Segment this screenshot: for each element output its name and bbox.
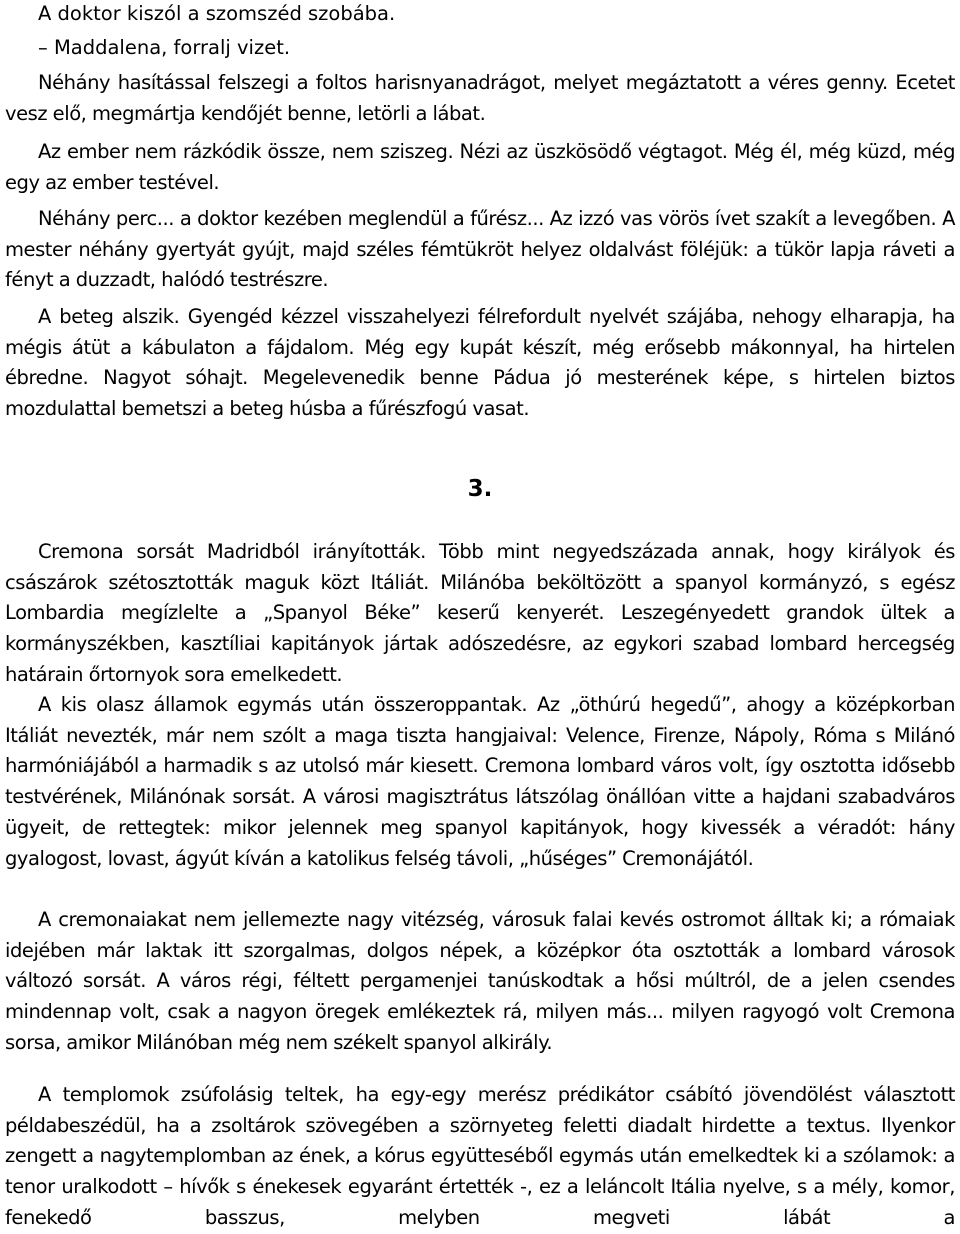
paragraph: Néhány perc... a doktor kezében meglendül a fűrész... Az izzó vas vörös ívet szakít a levegőben. A mester néhány gyertyát gyújt, majd széles fémtükröt helyez oldalvást föléjük: a tükör lapja ráveti a fényt a duzzadt, halódó testrészre. bbox=[5, 207, 955, 292]
paragraph: A templomok zsúfolásig teltek, ha egy-egy merész prédikátor csábító jövendölést választott példabeszédül, ha a zsoltárok szövegében a szörnyeteg feletti diadalt hirdette a textus. Ilyenkor zengett a nagytemplomban az ének, a kórus együtteséből egymás után emelkedtek ki a szólamok: a tenor uralkodott – hívők s énekesek egyaránt értették -, ez a leláncolt Itália nyelve, s a mély, komor, fenekedő basszus, melyben megveti lábát a bbox=[5, 1083, 955, 1229]
paragraph: Néhány hasítással felszegi a foltos harisnyanadrágot, melyet megáztatott a véres genny. Ecetet vesz elő, megmártja kendőjét benne, letörli a lábat. bbox=[5, 71, 955, 125]
paragraph: A beteg alszik. Gyengéd kézzel visszahelyezi félrefordult nyelvét szájába, nehogy elharapja, ha mégis átüt a kábulaton a fájdalom. Még egy kupát készít, még erősebb mákonnyal, ha hirtelen ébredne. Nagyot sóhajt. Megelevenedik benne Pádua jó mesterének képe, s hirtelen biztos mozdulattal bemetszi a beteg húsba a fűrészfogú vasat. bbox=[5, 305, 955, 421]
paragraph: Az ember nem rázkódik össze, nem sziszeg. Nézi az üszkösödő végtagot. Még él, még küzd, még egy az ember testével. bbox=[5, 140, 955, 194]
paragraph: – Maddalena, forralj vizet. bbox=[38, 36, 291, 59]
paragraph: A doktor kiszól a szomszéd szobába. bbox=[38, 2, 396, 25]
chapter-heading: 3. bbox=[467, 476, 493, 502]
paragraph: A kis olasz államok egymás után összeroppantak. Az „öthúrú hegedű”, ahogy a középkorban Itáliát nevezték, már nem szólt a maga tiszta hangjaival: Velence, Firenze, Nápoly, Róma s Milánó harmóniájából a harmadik s az utolsó már kiesett. Cremona lombard város volt, így osztotta idősebb testvérének, Milánónak sorsát. A városi magisztrátus látszólag önállóan vitte a hajdani szabadváros ügyeit, de rettegtek: mikor jelennek meg spanyol kapitányok, hogy kivessék a véradót: hány gyalogost, lovast, ágyút kíván a katolikus felség távoli, „hűséges” Cremonájától. bbox=[5, 693, 955, 870]
paragraph: A cremonaiakat nem jellemezte nagy vitézség, városuk falai kevés ostromot álltak ki; a rómaiak idejében már laktak itt szorgalmas, dolgos népek, a középkor óta osztották a lombard városok változó sorsát. A város régi, féltett pergamenjei tanúskodtak a hősi múltról, de a jelen csendes mindennap volt, csak a nagyon öregek emlékeztek rá, milyen más... milyen ragyogó volt Cremona sorsa, amikor Milánóban még nem székelt spanyol alkirály. bbox=[5, 908, 955, 1054]
paragraph: Cremona sorsát Madridból irányították. Több mint negyedszázada annak, hogy királyok és császárok szétosztották maguk közt Itáliát. Milánóba beköltözött a spanyol kormányzó, s egész Lombardia megízlelte a „Spanyol Béke” keserű kenyerét. Leszegényedett grandok ültek a kormányszékben, kasztíliai kapitányok jártak adószedésre, az egykori szabad lombard hercegség határain őrtornyok sora emelkedett. bbox=[5, 540, 955, 686]
